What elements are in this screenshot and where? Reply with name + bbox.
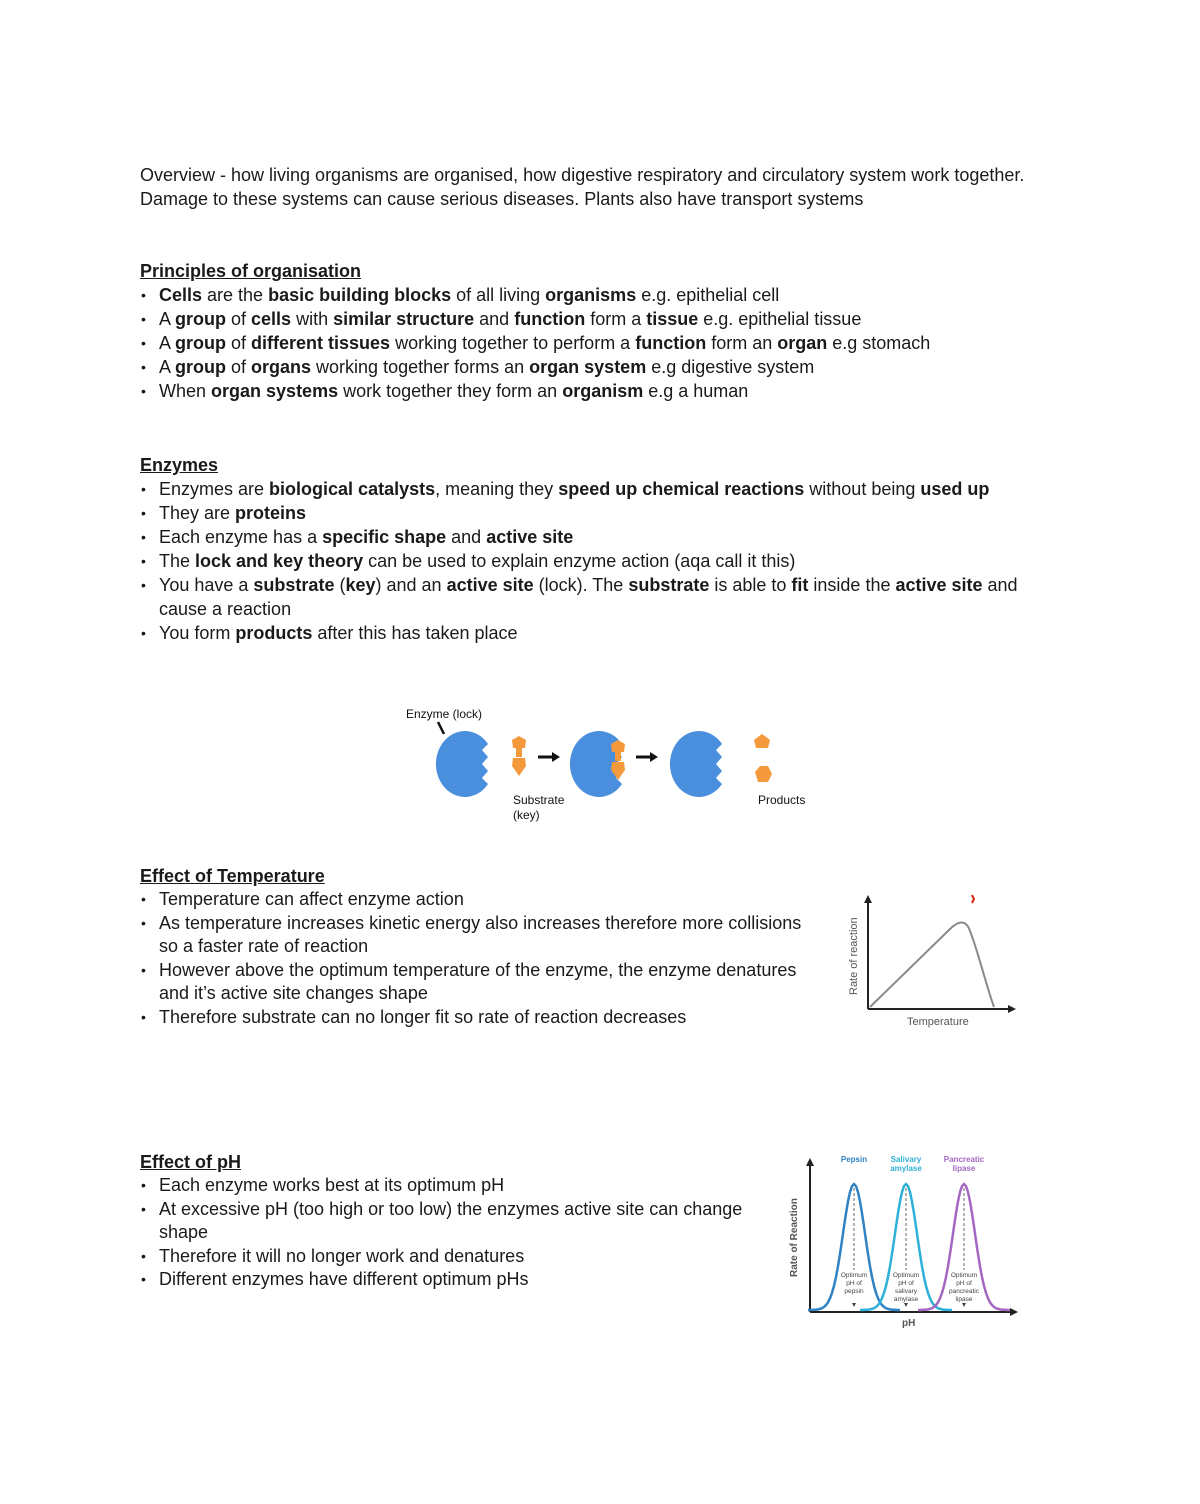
- bullet-bold-text: function: [635, 333, 707, 353]
- bullet-item: [140, 1245, 760, 1269]
- bullet-text: Therefore it will no longer work and denatures: [159, 1245, 525, 1266]
- bullet-bold-text: organ systems: [211, 381, 339, 401]
- organisation-heading: Principles of organisation: [140, 261, 362, 281]
- temperature-rate-curve: [870, 923, 994, 1008]
- bullet-item: [140, 355, 1070, 379]
- bullet-text: (: [334, 575, 346, 595]
- bullet-text: A: [159, 333, 176, 353]
- ph-section: [140, 1150, 760, 1292]
- bullet-text: e.g. epithelial tissue: [698, 309, 862, 329]
- overview-paragraph: [140, 163, 1070, 211]
- optimum-arrow-icon: [904, 1303, 908, 1307]
- bullet-bold-text: used up: [920, 479, 990, 499]
- enzyme-label: Enzyme (lock): [406, 707, 483, 721]
- bullet-text: , meaning they: [435, 479, 559, 499]
- organisation-section: [140, 259, 1070, 403]
- optimum-ph-label: pH of: [956, 1280, 972, 1287]
- bullet-text: inside the: [808, 575, 896, 595]
- overview-text: Overview - how living organisms are organised, how digestive respiratory and circulatory system work together. Damage to these systems can cause serious diseases. Plants also have transport systems: [140, 165, 1025, 209]
- bullet-bold-text: organ system: [529, 357, 647, 377]
- bullet-text: of: [226, 333, 252, 353]
- bullet-text: e.g. epithelial cell: [636, 285, 780, 305]
- temperature-bullet-list: [140, 888, 820, 1029]
- bullet-text: They are: [159, 503, 236, 523]
- bullet-bold-text: different tissues: [251, 333, 391, 353]
- bullet-text: e.g a human: [643, 381, 749, 401]
- bullet-text: e.g stomach: [827, 333, 931, 353]
- enzyme-name-label: Salivary: [890, 1155, 922, 1164]
- bullet-text: and: [474, 309, 515, 329]
- bullet-bold-text: proteins: [235, 503, 307, 523]
- bullet-bold-text: speed up chemical reactions: [558, 479, 805, 499]
- bullet-item: [140, 501, 1060, 525]
- bullet-text: Temperature can affect enzyme action: [159, 889, 464, 909]
- ph-graph-ylabel: Rate of Reaction: [789, 1198, 800, 1277]
- organisation-bullet-list: [140, 283, 1070, 403]
- bullet-text: of: [226, 357, 252, 377]
- overview-text: [140, 165, 1024, 209]
- bullet-item: [140, 477, 1060, 501]
- enzyme-name-label: Pepsin: [840, 1155, 868, 1164]
- temperature-graph-xlabel: Temperature: [907, 1016, 969, 1028]
- bullet-text: work together they form an: [338, 381, 563, 401]
- temperature-section: [140, 864, 820, 1029]
- enzyme-pointer-line: [438, 722, 444, 734]
- bullet-bold-text: similar structure: [333, 309, 475, 329]
- bullet-text: ) and an: [375, 575, 447, 595]
- bullet-bold-text: active site: [446, 575, 534, 595]
- ph-graph-xlabel: pH: [902, 1318, 916, 1329]
- bullet-bold-text: organs: [251, 357, 312, 377]
- bullet-text: and cause a reaction: [159, 575, 1018, 619]
- enzyme-name-label: Pancreatic: [943, 1155, 985, 1164]
- bullet-text: You form: [159, 623, 236, 643]
- bullet-text: are the: [202, 285, 269, 305]
- bullet-item: [140, 379, 1070, 403]
- bullet-text: form an: [706, 333, 778, 353]
- enzyme-name-label: lipase: [952, 1164, 976, 1173]
- bullet-item: [140, 621, 1060, 645]
- bullet-bold-text: basic building blocks: [268, 285, 452, 305]
- bullet-item: [140, 525, 1060, 549]
- bullet-bold-text: substrate: [253, 575, 335, 595]
- optimum-ph-label: amylase: [893, 1296, 919, 1303]
- bullet-text: Each enzyme has a: [159, 527, 323, 547]
- bullet-text: and: [446, 527, 487, 547]
- bullet-item: [140, 1174, 760, 1198]
- bullet-item: [140, 1006, 820, 1030]
- bullet-text: Enzymes are: [159, 479, 270, 499]
- optimum-ph-label: pH of: [846, 1280, 862, 1287]
- bullet-text: Different enzymes have different optimum pHs: [159, 1269, 529, 1289]
- optimum-ph-label: Optimum: [950, 1272, 978, 1279]
- bullet-item: [140, 912, 820, 959]
- bullet-bold-text: function: [514, 309, 586, 329]
- enzymes-heading: Enzymes: [140, 455, 219, 475]
- bullet-text: As temperature increases kinetic energy also increases therefore more collisions so a faster rate of reaction: [159, 912, 802, 956]
- bullet-text: (lock). The: [533, 575, 629, 595]
- bullet-bold-text: cells: [251, 309, 292, 329]
- bullet-text: At excessive pH (too high or too low) the enzymes active site can change shape: [159, 1198, 743, 1242]
- enzymes-section: [140, 453, 1060, 645]
- bullet-text: after this has taken place: [312, 623, 518, 643]
- bullet-text: You have a: [159, 575, 254, 595]
- bullet-text: without being: [804, 479, 921, 499]
- bullet-bold-text: Cells: [159, 285, 203, 305]
- ph-heading: Effect of pH: [140, 1152, 241, 1172]
- substrate-molecule: [512, 736, 526, 776]
- bullet-item: [140, 331, 1070, 355]
- bullet-text: form a: [585, 309, 647, 329]
- optimum-arrow-icon: [852, 1303, 856, 1307]
- temperature-graph: [840, 885, 1030, 1035]
- optimum-ph-label: Optimum: [840, 1272, 868, 1279]
- bullet-bold-text: tissue: [646, 309, 699, 329]
- bullet-text: working together forms an: [311, 357, 530, 377]
- product-molecule-2: [755, 766, 772, 782]
- bullet-item: [140, 1268, 760, 1292]
- bullet-text: The: [159, 551, 196, 571]
- bullet-bold-text: biological catalysts: [269, 479, 436, 499]
- bullet-item: [140, 959, 820, 1006]
- bullet-item: [140, 307, 1070, 331]
- bullet-text: A: [159, 357, 176, 377]
- enzyme-name-label: amylase: [890, 1164, 922, 1173]
- bullet-bold-text: fit: [791, 575, 809, 595]
- substrate-label: Substrate: [513, 793, 565, 807]
- bullet-bold-text: organisms: [545, 285, 637, 305]
- optimum-ph-label: pH of: [898, 1280, 914, 1287]
- lock-and-key-diagram: [400, 700, 820, 830]
- product-molecule-1: [754, 734, 770, 748]
- bullet-bold-text: lock and key theory: [195, 551, 364, 571]
- optimum-ph-label: pepsin: [844, 1288, 864, 1295]
- bullet-text: of all living: [451, 285, 546, 305]
- bullet-bold-text: organism: [562, 381, 644, 401]
- substrate-key-label: (key): [513, 808, 540, 822]
- bullet-item: [140, 573, 1060, 621]
- bullet-text: When: [159, 381, 212, 401]
- optimum-ph-label: salivary: [894, 1288, 918, 1295]
- bullet-bold-text: substrate: [628, 575, 710, 595]
- ph-graph: [780, 1150, 1030, 1335]
- bullet-text: with: [291, 309, 334, 329]
- temperature-graph-ylabel: Rate of reaction: [848, 917, 860, 995]
- bullet-text: However above the optimum temperature of the enzyme, the enzyme denatures and it’s active site changes shape: [159, 959, 797, 1003]
- optimum-ph-label: lipase: [955, 1296, 973, 1303]
- bullet-bold-text: group: [175, 357, 227, 377]
- bullet-item: [140, 888, 820, 912]
- bullet-bold-text: specific shape: [322, 527, 447, 547]
- enzyme-shape: [436, 731, 488, 797]
- bullet-text: working together to perform a: [390, 333, 636, 353]
- bullet-text: can be used to explain enzyme action (aqa call it this): [363, 551, 796, 571]
- products-label: Products: [758, 793, 806, 807]
- bullet-bold-text: organ: [777, 333, 828, 353]
- bullet-item: [140, 283, 1070, 307]
- optimum-ph-label: pancreatic: [949, 1288, 979, 1295]
- bullet-bold-text: active site: [486, 527, 574, 547]
- bullet-bold-text: group: [175, 309, 227, 329]
- ph-bullet-list: [140, 1174, 760, 1292]
- bullet-item: [140, 549, 1060, 573]
- bullet-text: is able to: [709, 575, 792, 595]
- bullet-text: of: [226, 309, 252, 329]
- optimum-arrow-icon: [962, 1303, 966, 1307]
- ph-curves-group: [808, 1155, 1010, 1310]
- bullet-text: Each enzyme works best at its optimum pH: [159, 1175, 505, 1195]
- bullet-text: A: [159, 309, 176, 329]
- enzyme-shape-free: [670, 731, 722, 797]
- bullet-bold-text: group: [175, 333, 227, 353]
- red-mark-icon: [972, 895, 974, 903]
- bullet-text: e.g digestive system: [646, 357, 815, 377]
- bullet-text: Therefore substrate can no longer fit so rate of reaction decreases: [159, 1006, 687, 1027]
- bullet-bold-text: key: [345, 575, 376, 595]
- bullet-bold-text: products: [235, 623, 313, 643]
- optimum-ph-label: Optimum: [892, 1272, 920, 1279]
- temperature-heading: Effect of Temperature: [140, 866, 325, 886]
- bullet-bold-text: active site: [895, 575, 983, 595]
- bullet-item: [140, 1198, 760, 1245]
- enzymes-bullet-list: [140, 477, 1060, 645]
